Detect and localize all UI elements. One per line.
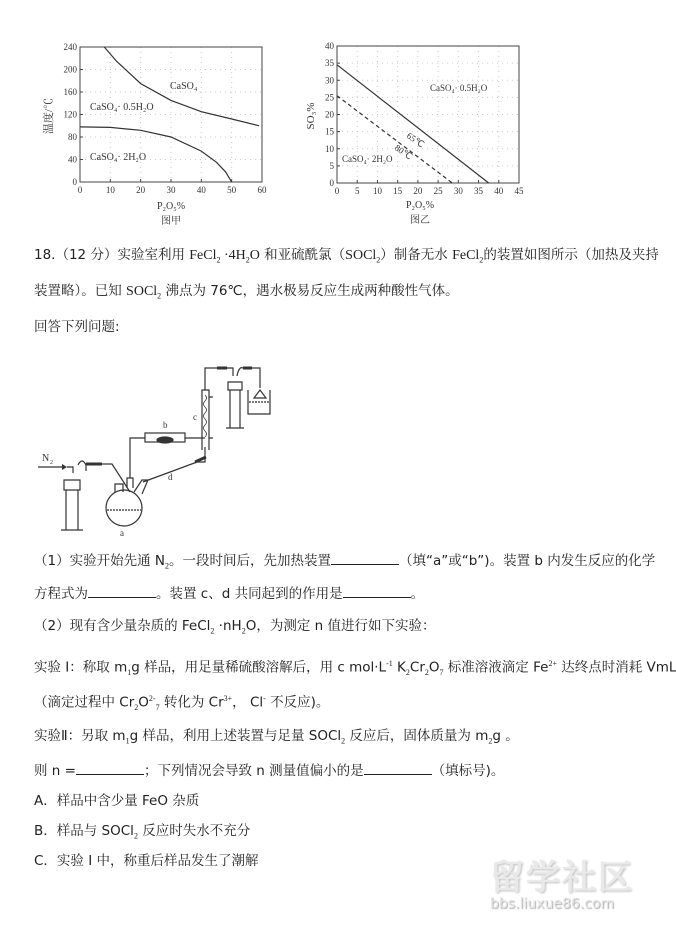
y-tick-label: 0: [72, 177, 77, 187]
text: （填标号)。: [431, 763, 505, 779]
formula: SOCl: [126, 284, 158, 299]
y-tick-label: 40: [325, 41, 334, 51]
text: K: [392, 659, 406, 676]
watermark-logo: [490, 860, 650, 920]
text: Cr: [409, 659, 425, 676]
superscript: 2-: [148, 694, 156, 703]
text: O: [428, 659, 440, 676]
region-label-caso4: CaSO₄: [170, 81, 198, 92]
text: 的装置如图所示（加热及夹持: [483, 247, 659, 263]
answer-blank-choice[interactable]: [364, 762, 432, 775]
text: 实验 I：称取 m: [34, 659, 128, 676]
y-tick-label: 80: [68, 132, 77, 142]
y-tick-label: 25: [325, 92, 334, 103]
answer-prompt: [34, 318, 120, 336]
watermark-url: bbs.liuxue86.com: [490, 896, 615, 912]
text: 方程式为: [34, 586, 88, 602]
chart-yi-ylabel: SO₃%: [305, 102, 317, 130]
subscript: 7: [439, 668, 444, 678]
y-tick-label: 10: [325, 143, 334, 154]
wash-bottle-2: [226, 368, 251, 428]
sample-in-b: [157, 437, 173, 443]
y-tick-label: 5: [329, 160, 334, 171]
label-c: c: [193, 412, 197, 422]
y-tick-label: 200: [63, 64, 77, 75]
rubber-tube: [195, 457, 206, 462]
funnel: [254, 390, 266, 398]
x-tick-label: 20: [413, 186, 423, 196]
region-label-hemihydrate: CaSO₄· 0.5H₂O: [430, 83, 488, 93]
text: O: [138, 694, 149, 711]
y-tick-label: 160: [63, 87, 77, 97]
text: 不反应)。: [265, 694, 330, 711]
region-label-dihydrate: CaSO₄· 2H₂O: [90, 152, 147, 163]
subscript: 7: [155, 703, 160, 713]
subscript: 2: [216, 255, 221, 265]
x-tick-label: 10: [105, 185, 115, 195]
part2-line1: [34, 617, 435, 641]
watermark-title: 留学社区: [490, 858, 634, 898]
x-tick-label: 50: [227, 185, 237, 195]
chart-yi-caption: 图乙: [410, 215, 430, 226]
formula: SOCl: [345, 248, 377, 263]
text: 装置略）。已知: [34, 283, 127, 299]
superscript: -: [263, 694, 266, 703]
text: C．实验 I 中，称重后样品发生了潮解: [34, 853, 259, 869]
answer-blank-cd-role[interactable]: [343, 585, 411, 598]
subscript: 2: [241, 626, 246, 636]
x-tick-label: 40: [494, 186, 504, 196]
y-tick-label: 240: [63, 42, 77, 52]
subscript: 2: [210, 626, 215, 636]
subscript: 2: [157, 291, 162, 301]
question-stem-line1: [34, 246, 659, 270]
x-tick-label: 60: [257, 185, 267, 195]
x-tick-label: 25: [433, 186, 443, 196]
answer-blank-equation[interactable]: [88, 585, 156, 598]
superscript: 2+: [548, 659, 557, 668]
y-tick-label: 35: [325, 58, 334, 69]
text: （2）现有含少量杂质的 FeCl: [34, 618, 211, 634]
subscript: 2: [341, 736, 346, 746]
line-label-65c: 65℃: [404, 130, 427, 150]
text: g 。: [492, 728, 519, 744]
answer-blank-heat-device[interactable]: [331, 552, 399, 565]
formula: O: [249, 248, 260, 263]
text: （滴定过程中 Cr: [34, 694, 135, 711]
text: ·nH: [214, 618, 242, 634]
x-tick-label: 40: [196, 185, 206, 195]
question-n: [34, 762, 504, 780]
label-n2-subscript: 2: [50, 460, 53, 466]
text: 转化为 Cr: [159, 694, 224, 711]
text: 反应时失水不充分: [137, 823, 251, 839]
series-line-1: [337, 96, 452, 183]
option-b: [34, 822, 250, 846]
subscript: 2: [424, 668, 429, 678]
tube-d: [143, 447, 205, 482]
text: O，为测定 n 值进行如下实验：: [245, 618, 436, 634]
subscript: 2: [479, 255, 484, 265]
answer-blank-n[interactable]: [76, 762, 144, 775]
label-n2: N: [42, 453, 50, 464]
y-tick-label: 15: [325, 126, 334, 137]
flask-a: [106, 490, 142, 526]
line-label-80c: 80℃: [392, 142, 415, 162]
formula: ·4H: [220, 248, 246, 263]
x-tick-label: 30: [453, 186, 463, 196]
text: （1）实验开始先通 N: [34, 553, 165, 569]
x-tick-label: 0: [77, 185, 83, 195]
x-tick-label: 10: [372, 186, 382, 196]
experiment-2: [34, 727, 519, 751]
part1-line2: [34, 585, 424, 603]
subscript: 2: [376, 255, 381, 265]
subscript: 2: [488, 736, 493, 746]
superscript: -1: [386, 659, 393, 668]
x-tick-label: 20: [136, 185, 146, 195]
text: 实验Ⅱ：另取 m: [34, 728, 126, 744]
text: 18.（12 分）实验室利用: [34, 247, 190, 263]
tube: [252, 368, 260, 388]
chart-yi-xlabel: P₂O₅%: [405, 200, 435, 211]
subscript: 2: [133, 831, 138, 841]
label-d: d: [168, 472, 173, 482]
chart-jia-ylabel: 温度/℃: [43, 97, 55, 135]
experiment-1-line1: [34, 655, 676, 682]
text: 和亚硫酰氯（: [259, 247, 346, 263]
x-tick-label: 35: [474, 186, 484, 196]
text: B．样品与 SOCl: [34, 823, 134, 839]
chart-jia-caption: 图甲: [161, 216, 181, 227]
y-tick-label: 0: [329, 178, 334, 188]
y-tick-label: 30: [325, 75, 334, 86]
x-tick-label: 45: [514, 186, 524, 196]
experiment-1-line2: [34, 690, 329, 717]
region-label-hemihydrate: CaSO₄· 0.5H₂O: [90, 102, 154, 113]
label-a: a: [120, 528, 124, 538]
text: 则 n =: [34, 763, 76, 779]
text: （填“a”或“b”)。装置 b 内发生反应的化学: [398, 553, 656, 569]
arrow-head: [62, 464, 67, 470]
text: g 样品，用足量稀硫酸溶解后，用 c mol·L: [131, 659, 387, 676]
subscript: 2: [405, 668, 410, 678]
text: ；下列情况会导致 n 测量值偏小的是: [143, 763, 364, 779]
label-b: b: [163, 420, 168, 430]
text: ）制备无水: [380, 247, 453, 263]
text: 达终点时消耗 VmL: [556, 659, 676, 676]
text: 回答下列问题:: [34, 319, 120, 335]
y-tick-label: 120: [63, 109, 77, 120]
text: 。: [410, 586, 425, 602]
text: 。装置 c、d 共同起到的作用是: [156, 586, 343, 602]
formula: FeCl: [452, 248, 480, 263]
wash-bottle-1: [61, 461, 86, 530]
tube: [130, 438, 145, 478]
text: 反应后，固体质量为 m: [345, 728, 489, 744]
text: A．样品中含少量 FeO 杂质: [34, 793, 200, 809]
x-tick-label: 15: [393, 186, 403, 196]
chart-jia: [30, 36, 280, 231]
subscript: 2: [164, 561, 169, 571]
text: g 样品，利用上述装置与足量 SOCl: [129, 728, 342, 744]
condenser-coil: [204, 395, 207, 437]
tube: [102, 464, 130, 492]
subscript: 2: [245, 255, 250, 265]
formula: FeCl: [189, 248, 217, 263]
text: ， Cl: [232, 694, 264, 711]
question-stem-line2: [34, 282, 459, 306]
region-label-dihydrate: CaSO₄· 2H₂O: [342, 154, 393, 164]
x-tick-label: 30: [166, 185, 176, 195]
chart-yi: [300, 36, 540, 231]
apparatus-diagram: [30, 340, 280, 538]
x-tick-label: 5: [354, 186, 360, 196]
chart-jia-xlabel: P₂O₅%: [156, 201, 186, 212]
text: 沸点为 76℃，遇水极易反应生成两种酸性气体。: [161, 283, 459, 299]
option-c: [34, 852, 259, 870]
y-tick-label: 40: [68, 154, 77, 165]
part1-line1: [34, 552, 655, 576]
text: 。一段时间后，先加热装置: [168, 553, 331, 569]
x-tick-label: 0: [334, 186, 340, 196]
subscript: 1: [127, 668, 132, 678]
superscript: 3+: [223, 694, 233, 703]
text: 标准溶液滴定 Fe: [443, 659, 549, 676]
option-a: [34, 792, 199, 810]
y-tick-label: 20: [325, 109, 334, 120]
subscript: 2: [134, 703, 139, 713]
subscript: 1: [125, 736, 130, 746]
